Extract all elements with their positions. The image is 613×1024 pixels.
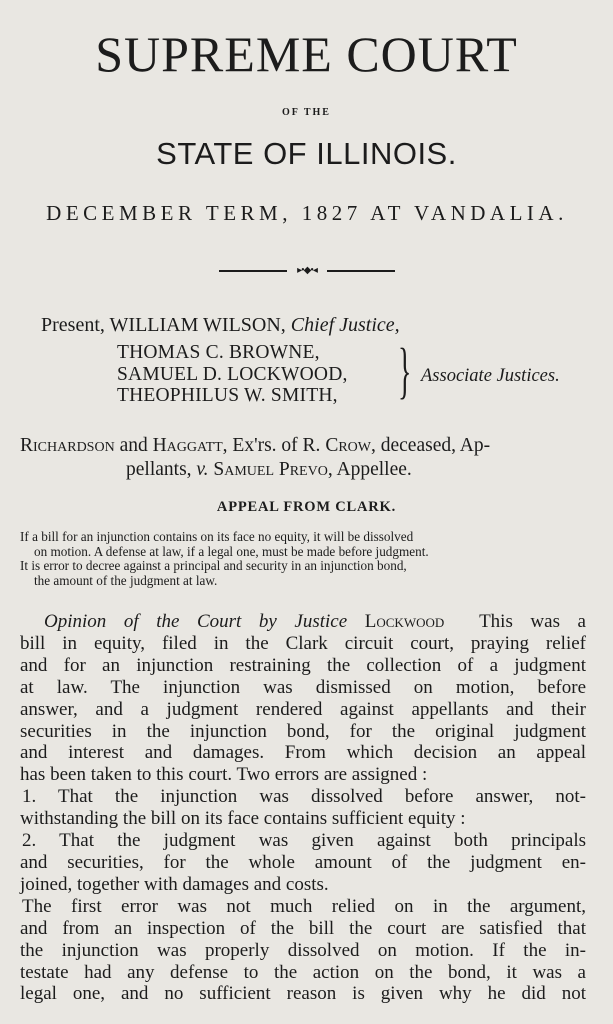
associate-justice-3: THEOPHILUS W. SMITH, <box>117 385 338 406</box>
opinion-line: The first error was not much relied on in the argument, <box>22 895 586 917</box>
opinion-line <box>20 611 586 633</box>
deceased-rest: , deceased, Ap- <box>370 435 491 456</box>
opinion-line: answer, and a judgment rendered against appellants and their <box>20 698 586 720</box>
present-prefix: Present, <box>41 314 105 336</box>
party-richardson: Richardson <box>20 435 115 456</box>
ornament-rule-right <box>327 270 395 272</box>
party-haggatt: Haggatt <box>152 435 223 456</box>
headnote-line: If a bill for an injunction contains on its face no equity, it will be dissolved <box>20 529 414 544</box>
deceased-name: Crow <box>325 435 371 456</box>
state-title: STATE OF ILLINOIS. <box>156 136 457 171</box>
opinion-line: joined, together with damages and costs. <box>20 873 329 895</box>
appeal-heading: APPEAL FROM CLARK. <box>216 499 397 515</box>
opinion-line: legal one, and no sufficient reason is given why he did not <box>20 983 586 1005</box>
headnote-line: It is error to decree against a principal and security in an injunction bond, <box>20 558 407 573</box>
of-the-label: OF THE <box>282 107 331 118</box>
opinion-opener-rest: This was a <box>479 611 586 632</box>
line2-start: pellants, <box>126 459 197 480</box>
associate-justice-1: THOMAS C. BROWNE, <box>117 342 320 363</box>
opinion-line: and for an injunction restraining the collection of a judgment <box>20 654 586 676</box>
chief-justice-title: Chief Justice, <box>290 314 400 336</box>
headnote <box>20 530 590 588</box>
ornament-glyph: ▸•◆•◂ <box>297 265 317 276</box>
present-line <box>41 314 400 337</box>
opinion-line: 2. That the judgment was given against both principals <box>22 830 586 852</box>
party-and: and <box>119 435 148 456</box>
case-parties <box>20 434 592 482</box>
parties-line-1 <box>20 435 490 456</box>
opinion-line: securities in the injunction bond, for the original judgment <box>20 720 586 742</box>
court-title: SUPREME COURT <box>95 26 518 82</box>
ornament-rule-left <box>219 270 287 272</box>
parties-line-2 <box>20 458 592 482</box>
appellee-name: Samuel Prevo <box>213 459 328 480</box>
opinion-line: withstanding the bill on its face contains sufficient equity : <box>20 808 466 830</box>
versus: v. <box>196 459 209 480</box>
opinion-body <box>20 611 586 1005</box>
opinion-line: the injunction was properly dissolved on motion. If the in- <box>20 939 586 961</box>
opinion-line: has been taken to this court. Two errors are assigned : <box>20 764 428 786</box>
associate-justice-2: SAMUEL D. LOCKWOOD, <box>117 364 348 385</box>
opinion-opener: Opinion of the Court by Justice <box>44 611 348 632</box>
opinion-justice: Lockwood <box>364 611 445 632</box>
opinion-line: testate had any defense to the action on the bond, it was a <box>20 961 586 983</box>
headnote-line: on motion. A defense at law, if a legal one, must be made before judgment. <box>34 543 429 559</box>
ornament-divider <box>219 266 395 276</box>
associate-justices-title: Associate Justices. <box>421 366 560 386</box>
chief-justice-name: WILLIAM WILSON, <box>109 314 286 336</box>
headnote-line: the amount of the judgment at law. <box>34 572 218 588</box>
line2-end: , Appellee. <box>327 459 412 480</box>
term-heading: DECEMBER TERM, 1827 AT VANDALIA. <box>46 201 568 225</box>
opinion-line: 1. That the injunction was dissolved before answer, not- <box>22 786 586 808</box>
opinion-line: bill in equity, filed in the Clark circuit court, praying relief <box>20 632 586 654</box>
opinion-line: at law. The injunction was dismissed on motion, before <box>20 676 586 698</box>
opinion-line: and from an inspection of the bill the court are satisfied that <box>20 917 586 939</box>
opinion-line: and interest and damages. From which decision an appeal <box>20 742 586 764</box>
brace-glyph: } <box>398 337 412 405</box>
party-rest: , Ex'rs. of R. <box>222 435 326 456</box>
opinion-line: and securities, for the whole amount of the judgment en- <box>20 851 586 873</box>
